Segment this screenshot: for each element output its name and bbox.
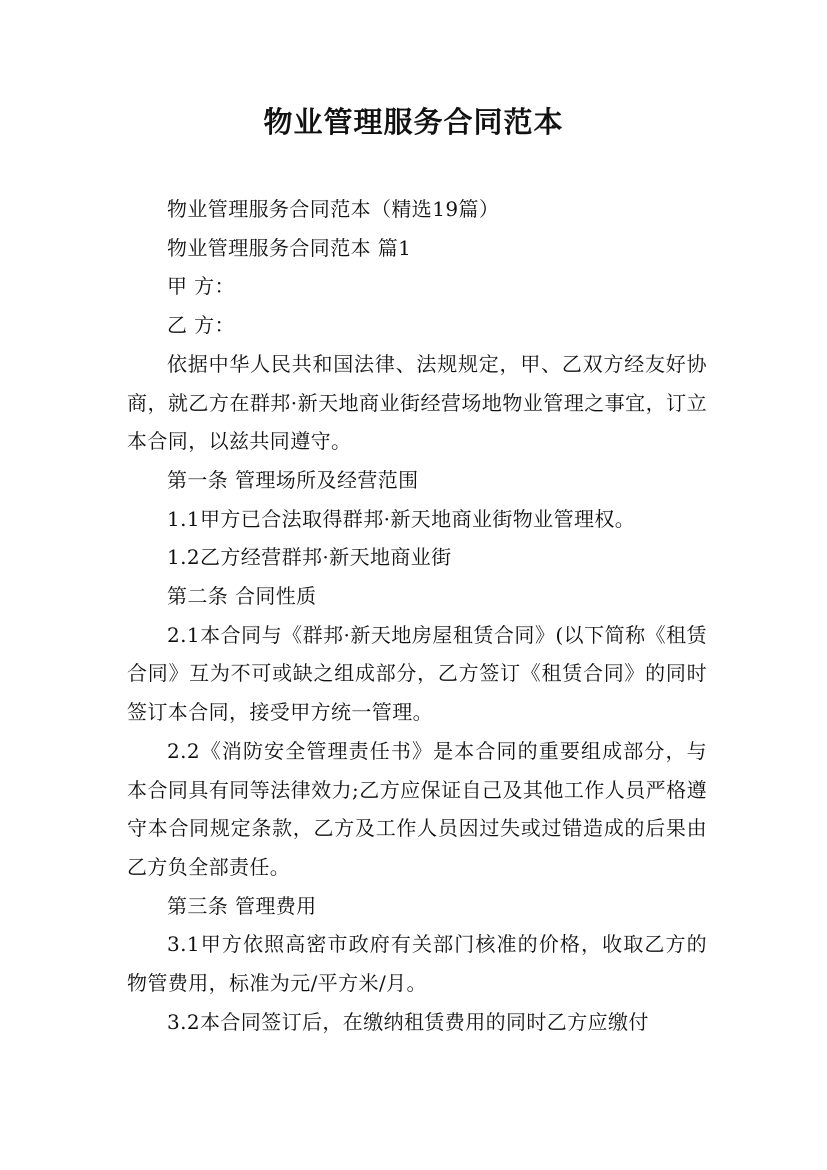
paragraph-clause-1-1: 1.1甲方已合法取得群邦·新天地商业街物业管理权。 [167,506,636,531]
paragraph-party-a: 甲 方： [167,274,235,299]
paragraph-clause-2-1: 2.1本合同与《群邦·新天地房屋租赁合同》(以下简称《租赁合同》互为不可或缺之组成部分，乙方签订《租赁合同》的同时签订本合同，接受甲方统一管理。 [127,622,707,725]
document-body [127,190,707,1041]
document-title: 物业管理服务合同范本 [263,105,564,139]
paragraph-subtitle: 物业管理服务合同范本（精选19篇） [167,197,500,221]
paragraph-clause-3-1: 3.1甲方依照高密市政府有关部门核准的价格，收取乙方的物管费用，标准为元/平方米/月。 [127,932,707,996]
paragraph-part-heading: 物业管理服务合同范本 篇1 [167,235,412,260]
paragraph-preamble: 依据中华人民共和国法律、法规规定，甲、乙双方经友好协商，就乙方在群邦·新天地商业街经营场地物业管理之事宜，订立本合同，以兹共同遵守。 [127,351,707,454]
paragraph-clause-3-2: 3.2本合同签订后，在缴纳租赁费用的同时乙方应缴付 [167,1009,649,1034]
paragraph-clause-1-2: 1.2乙方经营群邦·新天地商业街 [167,545,452,570]
paragraph-article-3-heading: 第三条 管理费用 [167,893,317,918]
paragraph-clause-2-2: 2.2《消防安全管理责任书》是本合同的重要组成部分，与本合同具有同等法律效力;乙方应保证自己及其他工作人员严格遵守本合同规定条款，乙方及工作人员因过失或过错造成的后果由乙方负全部责任。 [127,738,707,879]
paragraph-article-1-heading: 第一条 管理场所及经营范围 [167,467,419,492]
paragraph-party-b: 乙 方： [167,313,235,338]
paragraph-article-2-heading: 第二条 合同性质 [167,584,317,609]
